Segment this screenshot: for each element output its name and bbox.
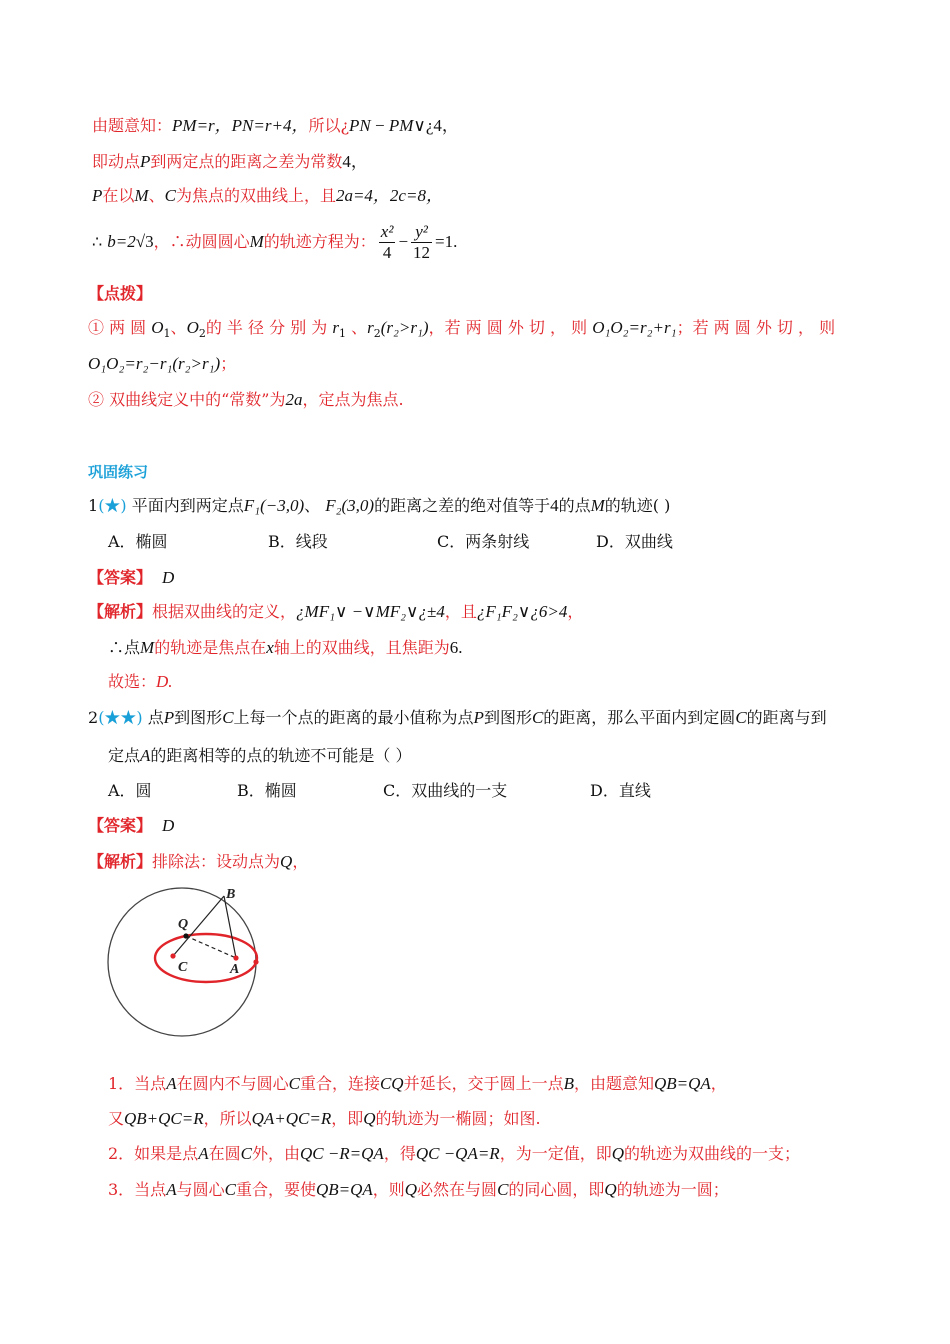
q2-stem-2: 定点A的距离相等的点的轨迹不可能是（ ） <box>108 746 412 765</box>
point-c <box>170 953 175 958</box>
q1-option-b[interactable]: B．线段 <box>268 532 328 551</box>
q1-answer: 【答案】 D <box>88 568 175 587</box>
q2-option-b[interactable]: B．椭圆 <box>237 781 297 800</box>
q1-option-a[interactable]: A．椭圆 <box>108 532 168 551</box>
figure-svg <box>104 884 268 1044</box>
solution-line-3: P在以M、C为焦点的双曲线上，且2a=4，2c=8， <box>92 186 443 205</box>
segment-q-a-dashed <box>186 936 236 958</box>
tip-point-2: ② 双曲线定义中的“常数”为2a，定点为焦点. <box>88 390 404 409</box>
q1-explanation-1: 【解析】根据双曲线的定义，¿MF₁∨ −∨MF₂∨¿±4，且¿F₁F₂∨¿6>4， <box>88 602 584 621</box>
q2-option-d[interactable]: D．直线 <box>590 781 651 800</box>
q2-option-c[interactable]: C．双曲线的一支 <box>383 781 508 800</box>
q2-stem-1: 2(★★) 点P到图形C上每一个点的距离的最小值称为点P到图形C的距离，那么平面内到定圆C的距离与到 <box>88 708 827 727</box>
point-edge <box>253 959 258 964</box>
label-a: A <box>230 962 240 977</box>
circle-ellipse-figure <box>104 884 268 1044</box>
point-q <box>183 933 188 938</box>
fraction-y2-over-12: $\frac{\text{y²}}{12}$ <box>413 222 431 262</box>
q2-case-2: 2．如果是点A在圆C外，由QC −R=QA，得QC −QA=R，为一定值，即Q的轨迹为双曲线的一支； <box>108 1144 800 1163</box>
point-a <box>233 955 238 960</box>
label-c: C <box>178 960 188 975</box>
q2-explanation-intro: 【解析】排除法：设动点为Q， <box>88 852 309 871</box>
label-q: Q <box>178 917 189 932</box>
solution-line-1: 由题意知：PM=r，PN=r+4，所以¿PN − PM∨¿4， <box>92 116 459 135</box>
fraction-x2-over-4: $\frac{\text{x²}}{4}$ <box>380 222 394 262</box>
q2-case-1: 1．当点A在圆内不与圆心C重合，连接CQ并延长，交于圆上一点B，由题意知QB=QA， <box>108 1074 727 1093</box>
q2-case-1-cont: 又QB+QC=R，所以QA+QC=R，即Q的轨迹为一椭圆；如图. <box>108 1109 541 1128</box>
tip-point-1-cont: O₁O₂=r₂−r₁(r₂>r₁)； <box>88 354 237 373</box>
q1-option-c[interactable]: C．两条射线 <box>437 532 530 551</box>
tip-point-1: ① 两 圆 $O_1$、$O_2$的 半 径 分 别 为 $r_1$ 、$r_2(r_2>r_1)$，若 两 圆 外 切 ， 则 O₁O₂=r₂+r₁；若 两 圆 外 切 ， 则 <box>88 318 836 341</box>
locus-ellipse <box>155 934 257 982</box>
q2-answer: 【答案】 D <box>88 816 175 835</box>
label-b: B <box>226 887 236 902</box>
practice-heading: 巩固练习 <box>88 463 149 481</box>
q1-option-d[interactable]: D．双曲线 <box>596 532 673 551</box>
tip-heading: 【点拨】 <box>88 284 153 303</box>
q1-explanation-3: 故选：D. <box>108 672 173 691</box>
q1-explanation-2: ∴点M的轨迹是焦点在x轴上的双曲线，且焦距为6. <box>108 638 463 657</box>
solution-line-2: 即动点P到两定点的距离之差为常数4， <box>92 152 368 171</box>
q2-case-3: 3．当点A与圆心C重合，要使QB=QA，则Q必然在与圆C的同心圆，即Q的轨迹为一圆； <box>108 1180 729 1199</box>
q2-option-a[interactable]: A．圆 <box>108 781 152 800</box>
q1-stem: 1(★) 平面内到两定点F₁(−3,0)、 F₂(3,0)的距离之差的绝对值等于4的点M的轨迹( ) <box>88 496 671 515</box>
solution-line-4: ∴ b=2√3，∴动圆圆心M的轨迹方程为： $\frac{\text{x²}}{4}$ − $\frac{\text{y²}}{12}$ =1. <box>92 222 458 262</box>
